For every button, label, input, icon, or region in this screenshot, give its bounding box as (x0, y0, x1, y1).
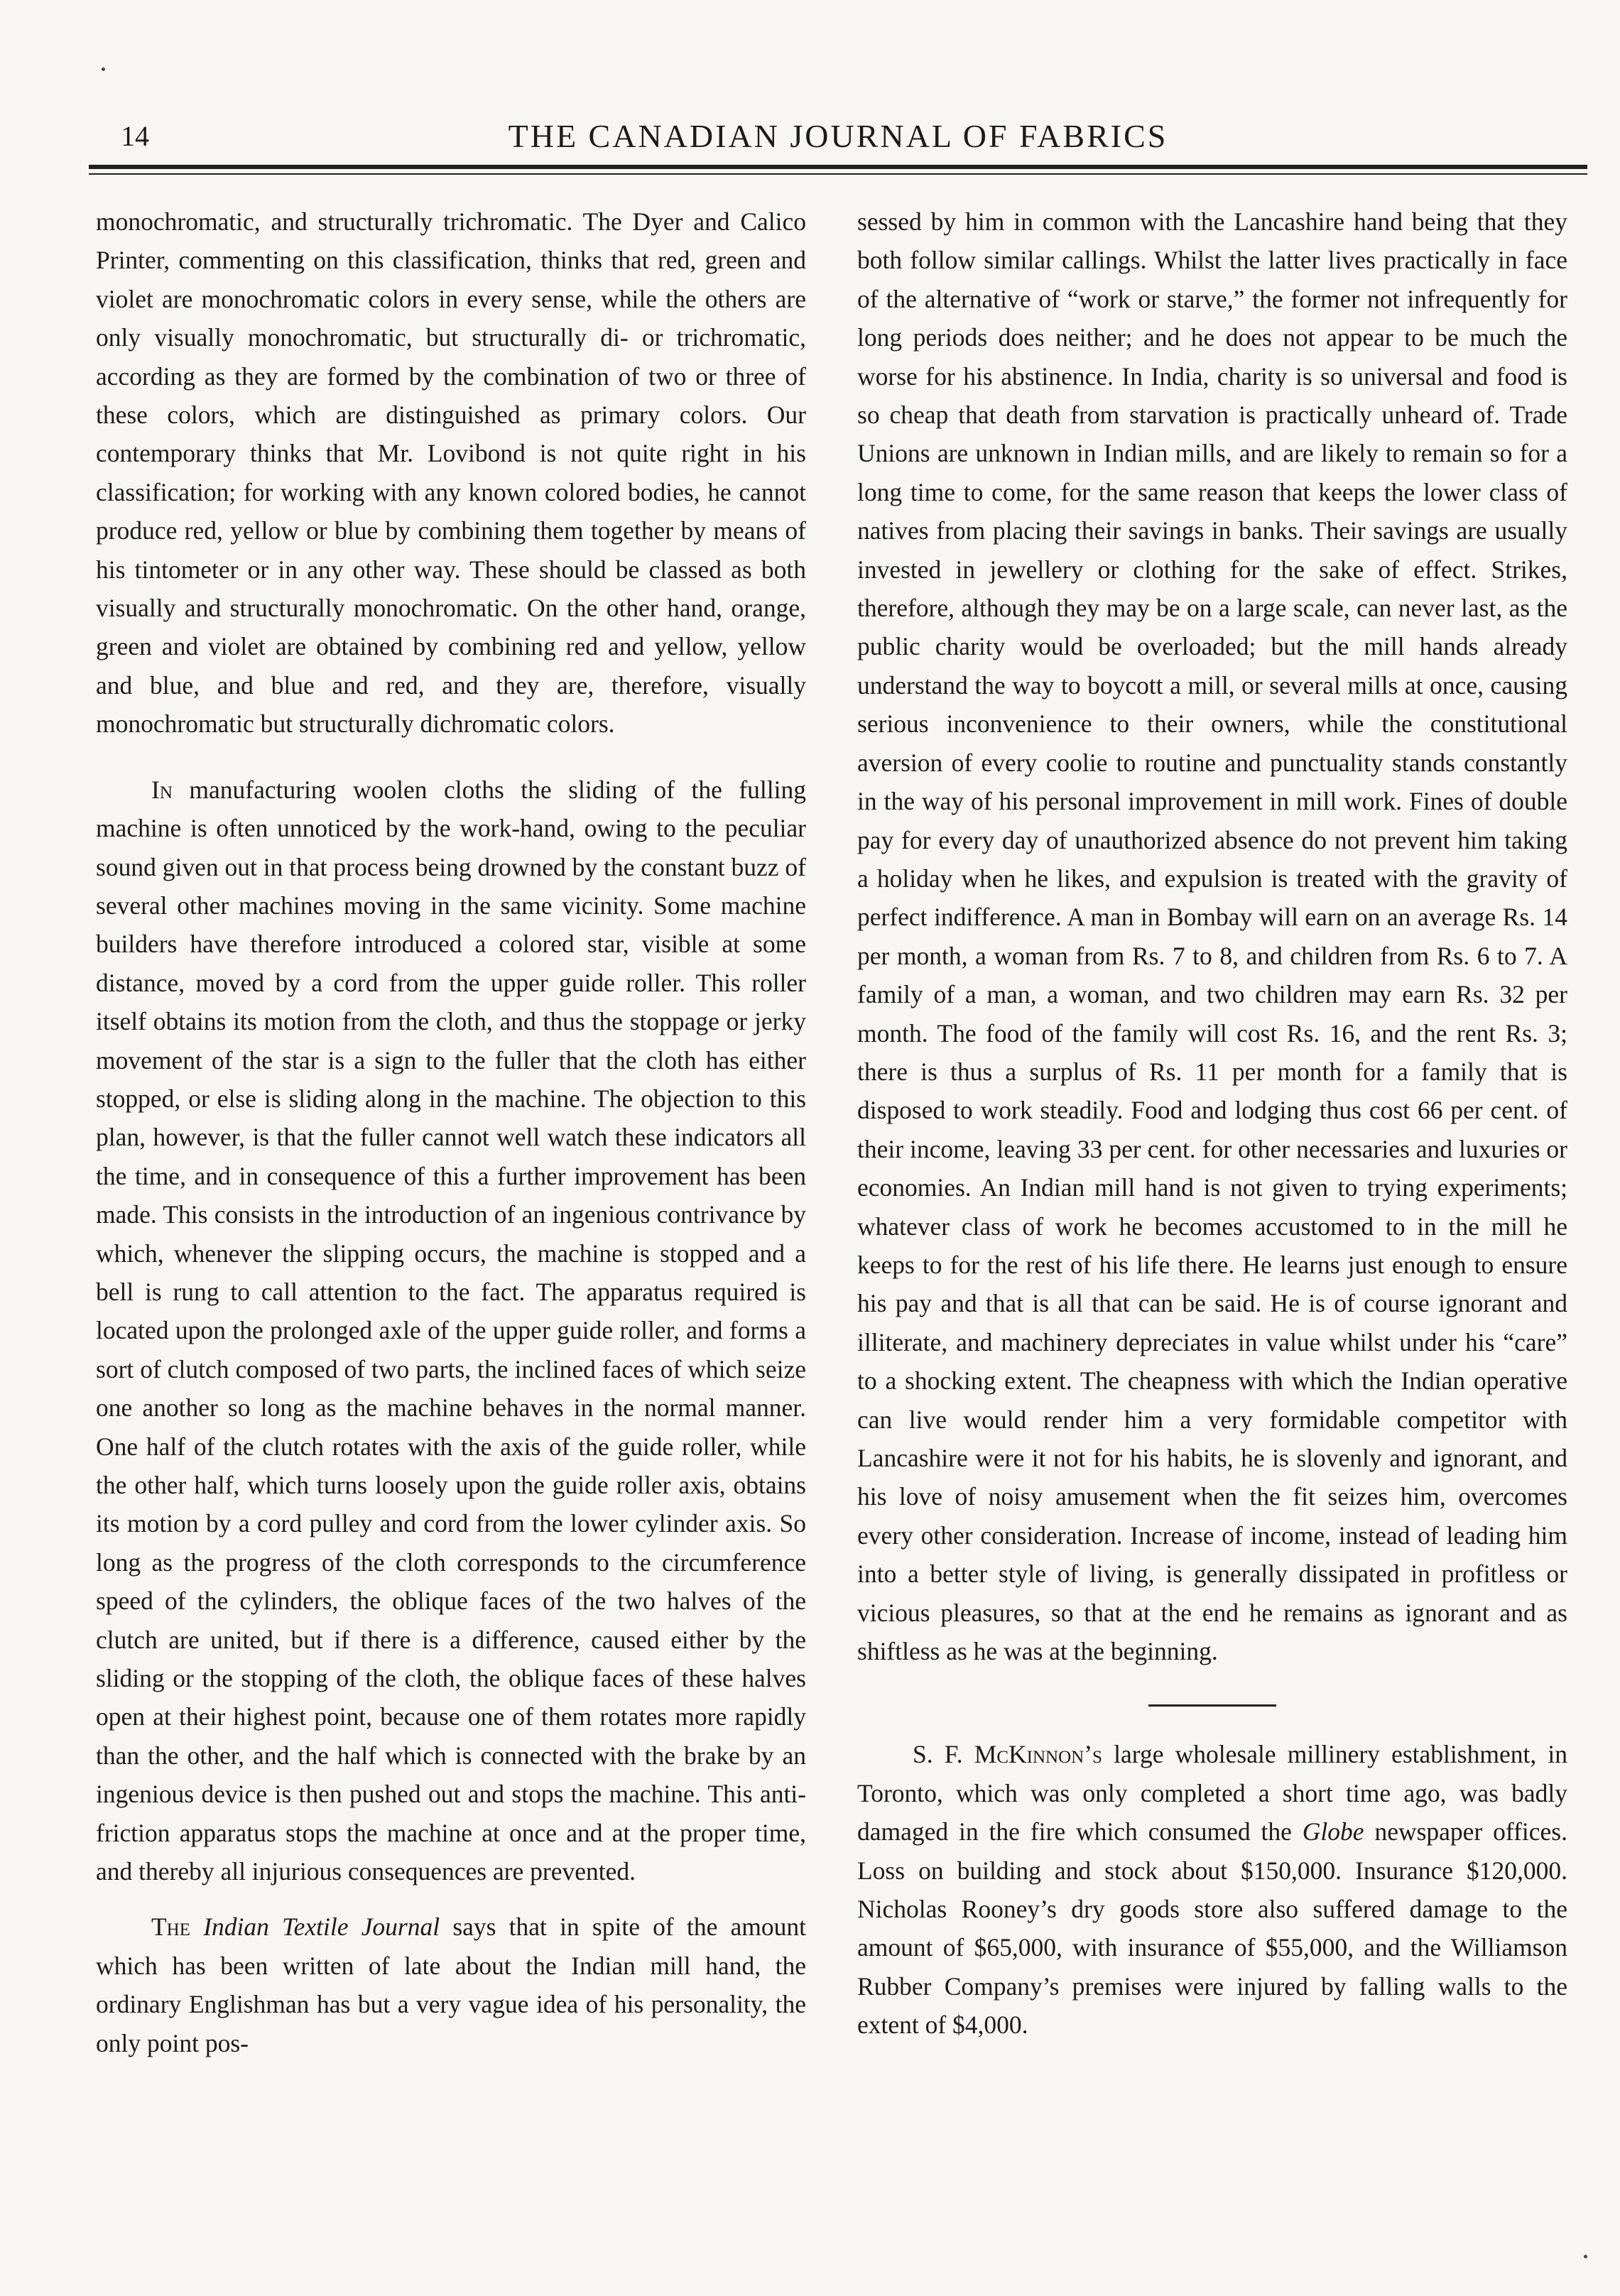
paragraph-text: monochromatic, and structurally trichromatic. The Dyer and Calico Printer, commenting on this classification, thinks that red, green and violet are monochromatic colors in every sense, while the others are only visually monochromatic, but structurally di- or trichromatic, according as they are formed by the combination of two or three of these colors, which are distinguished as primary colors. Our contemporary thinks that Mr. Lovibond is not quite right in his classification; for working with any known colored bodies, he cannot produce red, yellow or blue by combining them together by means of his tintometer or in any other way. These should be classed as both visually and structurally monochromatic. On the other hand, orange, green and violet are obtained by combining red and yellow, yellow and blue, and blue and red, and they are, therefore, visually monochromatic but structurally dichromatic colors. (96, 207, 806, 739)
paragraph-text: large wholesale millinery establishment, in Toronto, which was only completed a short time ago, was badly damaged in the fire which consumed the (857, 1740, 1568, 1846)
paragraph-lead-caps: The (151, 1913, 191, 1942)
header-rule-thick (89, 165, 1587, 169)
paragraph-text: says that in spite of the amount which has been written of late about the Indian mill hand, the ordinary Englishman has but a very vague idea of his personality, the only point pos- (96, 1913, 807, 2057)
paragraph-indian-textile-journal (96, 1908, 806, 2062)
paragraph-text: manufacturing woolen cloths the sliding of the fulling machine is often unnoticed by the work-hand, owing to the peculiar sound given out in that process being drowned by the constant buzz of several other machines moving in the same vicinity. Some machine builders have therefore introduced a colored star, visible at some distance, moved by a cord from the upper guide roller. This roller itself obtains its motion from the cloth, and thus the stoppage or jerky movement of the star is a sign to the fuller that the cloth has either stopped, or else is sliding along in the machine. The objection to this plan, however, is that the fuller cannot well watch these indicators all the time, and in consequence of this a further improvement has been made. This consists in the introduction of an ingenious contrivance by which, whenever the slipping occurs, the machine is stopped and a bell is rung to call attention to the fact. The apparatus required is located upon the prolonged axle of the upper guide roller, and forms a sort of clutch composed of two parts, the inclined faces of which seize one another so long as the machine behaves in the normal manner. One half of the clutch rotates with the axis of the guide roller, while the other half, which turns loosely upon the guide roller axis, obtains its motion by a cord pulley and cord from the lower cylinder axis. So long as the progress of the cloth corresponds to the circumference speed of the cylinders, the oblique faces of the two halves of the clutch are united, but if there is a difference, caused either by the sliding or the stopping of the cloth, the oblique faces of these halves open at their highest point, because one of them rotates more rapidly than the other, and the half which is connected with the brake by an ingenious device is then pushed out and stops the machine. This anti-friction apparatus stops the machine at once and at the proper time, and thereby all injurious consequences are prevented. (96, 775, 807, 1886)
paragraph-fulling-machine (96, 771, 806, 1891)
print-speck (1584, 2255, 1587, 2258)
paragraph-lead-caps: In (151, 775, 173, 804)
newspaper-name: Globe (1302, 1817, 1364, 1846)
journal-title: Indian Textile Journal (203, 1913, 440, 1942)
paragraph-text: sessed by him in common with the Lancashire hand being that they both follow similar callings. Whilst the latter lives practically in face of the alternative of “work or starve,” the former not infrequently for long periods does neither; and he does not appear to be much the worse for his abstinence. In India, charity is so universal and food is so cheap that death from starvation is practically unheard of. Trade Unions are unknown in Indian mills, and are likely to remain so for a long time to come, for the same reason that keeps the lower class of natives from placing their savings in banks. Their savings are usually invested in jewellery or clothing for the sake of effect. Strikes, therefore, although they may be on a large scale, can never last, as the public charity would be overloaded; but the mill hands already understand the way to boycott a mill, or several mills at once, causing serious inconvenience to their owners, while the constitutional aversion of every coolie to routine and punctuality stands constantly in the way of his personal improvement in mill work. Fines of double pay for every day of unauthorized absence do not prevent him taking a holiday when he likes, and expulsion is treated with the gravity of perfect indifference. A man in Bombay will earn on an average Rs. 14 per month, a woman from Rs. 7 to 8, and children from Rs. 6 to 7. A family of a man, a woman, and two children may earn Rs. 32 per month. The food of the family will cost Rs. 16, and the rent Rs. 3; there is thus a surplus of Rs. 11 per month for a family that is disposed to work steadily. Food and lodging thus cost 66 per cent. of their income, leaving 33 per cent. for other necessaries and luxuries or economies. An Indian mill hand is not given to trying experiments; whatever class of work he becomes accustomed to in the mill he keeps to for the rest of his life there. He learns just enough to ensure his pay and that is all that can be said. He is of course ignorant and illiterate, and machinery depreciates in value whilst under his “care” to a shocking extent. The cheapness with which the Indian operative can live would render him a very formidable competitor with Lancashire were it not for his habits, he is slovenly and ignorant, and his love of noisy amusement when the fit seizes him, overcomes every other consideration. Increase of income, instead of leading him into a better style of living, is generally dissipated in profitless or vicious pleasures, so that at the end he remains as ignorant and as shiftless as he was at the beginning. (857, 207, 1567, 1666)
page-number: 14 (121, 120, 149, 152)
paragraph-color-classification (96, 202, 806, 744)
paragraph-lead-caps: S. F. McKinnon’s (913, 1740, 1102, 1769)
header-rule-thin (89, 173, 1587, 175)
paragraph-fire-damage (857, 1735, 1567, 2044)
left-column (96, 202, 806, 2062)
paragraph-text: newspaper offices. Loss on building and stock about $150,000. Insurance $120,000. Nicholas Rooney’s dry goods store also suffered damage to the amount of $65,000, with insurance of $55,000, and the Williamson Rubber Company’s premises were injured by falling walls to the extent of $4,000. (857, 1817, 1567, 2040)
running-head: THE CANADIAN JOURNAL OF FABRICS (508, 118, 1168, 154)
section-divider (1148, 1704, 1276, 1707)
paragraph-indian-mill-hand (857, 202, 1567, 1670)
right-column (857, 202, 1567, 2045)
print-speck (102, 67, 105, 71)
